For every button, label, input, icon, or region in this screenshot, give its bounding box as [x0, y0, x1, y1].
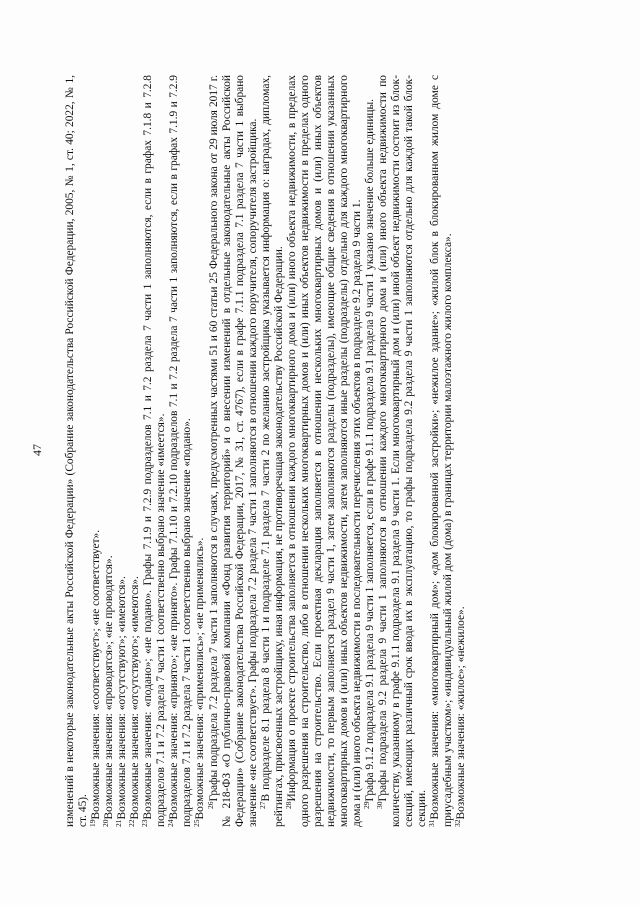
- footnotes-block: [64, 75, 468, 827]
- footnote-marker: 20: [101, 819, 111, 827]
- page-number: 47: [30, 444, 44, 456]
- footnote-marker: 28: [283, 801, 293, 809]
- footnote-text: Графа 9.1.2 подраздела 9.1 раздела 9 части 1 заполняется, если в графе 9.1.1 подраздела 9.1 раздела 9 части 1 указано значение больше единицы.: [364, 98, 377, 802]
- footnote-text: Графы подраздела 9.2 раздела 9 части 1 заполняются в отношении каждого многоквартирного дома и (или) иного объекта недвижимости по количеству, указанному в графе 9.1.1 подраздела 9.1 раздела 9 части 1. Если многоквартирный дом и (или) иной объект недвижимости состоит из блок-секций, имеющих различный срок ввода их в эксплуатацию, то графы подраздела 9.2 раздела 9 части 1 заполняются отдельно для каждой такой блок-секции.: [377, 75, 429, 827]
- footnote-paragraph: [364, 75, 377, 827]
- footnote-marker: 30: [375, 801, 385, 809]
- footnote-paragraph: [455, 75, 468, 827]
- footnote-marker: 27: [257, 801, 267, 809]
- footnote-paragraph: [142, 75, 168, 827]
- footnote-text: Возможные значения: «применялись»; «не применялись».: [194, 537, 207, 820]
- footnote-marker: 32: [453, 819, 463, 827]
- footnote-marker: 23: [140, 819, 150, 827]
- footnote-paragraph: [168, 75, 194, 827]
- footnote-text: Возможные значения: «проводятся»; «не проводятся».: [103, 555, 116, 820]
- footnote-text: Возможные значения: «отсутствуют»; «имеются».: [129, 576, 142, 820]
- footnote-paragraph: [283, 75, 364, 827]
- footnote-marker: 31: [427, 819, 437, 827]
- footnote-text: Возможные значения: «многоквартирный дом»; «дом блокированной застройки»; «нежилое здание»; «жилой блок в блокированном жилом доме с приусадебным участком»; «индивидуальный жилой дом (дома) в границах территории малоэтажного жилого комплекса».: [429, 75, 455, 827]
- footnote-marker: 25: [192, 819, 202, 827]
- footnote-marker: 19: [88, 819, 98, 827]
- footnote-paragraph: [103, 75, 116, 827]
- footnote-paragraph: [205, 75, 260, 827]
- footnote-marker: 29: [362, 801, 372, 809]
- footnote-paragraph: [64, 75, 90, 827]
- footnote-paragraph: [429, 75, 455, 827]
- footnote-marker: 21: [114, 819, 124, 827]
- footnote-text: Возможные значения: «отсутствуют»; «имеются».: [116, 576, 129, 820]
- footnote-text: Возможные значения: «жилое»; «нежилое».: [455, 606, 468, 820]
- footnote-paragraph: [377, 75, 429, 827]
- footnote-text: Графы подраздела 7.2 раздела 7 части 1 заполняются в случаях, предусмотренных частями 51 и 60 статьи 25 Федерального закона от 29 июля 2017 г. № 218-ФЗ «О публично-правовой компании «Фонд развития территорий» и о внесении изменений в отдельные законодательные акты Российской Федерации» (Собрание законодательства Российской Федерации, 2017, № 31, ст. 4767), если в графе 7.1.1 подраздела 7.1 раздела 7 части 1 выбрано значение «не соответствует». Графы подраздела 7.2 раздела 7 части 1 заполняются в отношении каждого поручителя, сопоручителя застройщика.: [207, 75, 259, 827]
- footnote-paragraph: [257, 75, 286, 827]
- footnote-paragraph: [194, 75, 207, 827]
- footnote-text: Возможные значения: «принято»; «не принято». Графы 7.1.10 и 7.2.10 подразделов 7.1 и 7.2 раздела 7 части 1 заполняются, если в графах 7.1.9 и 7.2.9 подразделов 7.1 и 7.2 раздела 7 части 1 соответственно выбрано значение «подано».: [168, 75, 194, 827]
- footnote-text: Возможные значения: «подано»; «не подано». Графы 7.1.9 и 7.2.9 подразделов 7.1 и 7.2 раздела 7 части 1 заполняются, если в графах 7.1.8 и 7.2.8 подразделов 7.1 и 7.2 раздела 7 части 1 соответственно выбрано значение «имеется».: [142, 75, 168, 827]
- footnote-text: В подразделе 8.1 раздела 8 части 1 и подразделе 7.1 раздела 7 части 2 по желанию застройщика указывается информация о: наградах, дипломах, рейтингах, присвоенных застройщику, иная информация, не противоречащая законодательству Российской Федерации.: [259, 75, 285, 827]
- footnote-marker: 22: [127, 819, 137, 827]
- footnote-marker: 26: [205, 801, 215, 809]
- footnote-paragraph: [129, 75, 142, 827]
- footnote-text: Информация о проекте строительства заполняется в отношении каждого многоквартирного дома и (или) иного объекта недвижимости, в пределах одного разрешения на строительство, либо в отношении нескольких многоквартирных домов и (или) иных объектов недвижимости в пределах одного разрешения на строительство. Если проектная декларация заполняется в отношении нескольких многоквартирных домов и (или) иных объектов недвижимости, то первым заполняется раздел 9 части 1, затем заполняются разделы (подразделы), имеющие общие сведения в отношении указанных многоквартирных домов и (или) иных объектов недвижимости, затем заполняются иные разделы (подразделы) отдельно для каждого многоквартирного дома и (или) иного объекта недвижимости в последовательности перечисления этих объектов в подразделе 9.2 раздела 9 части 1.: [285, 75, 364, 827]
- footnote-marker: 24: [166, 819, 176, 827]
- footnote-paragraph: [116, 75, 129, 827]
- footnote-paragraph: [90, 75, 103, 827]
- footnote-text: изменений в некоторые законодательные акты Российской Федерации» (Собрание законодательства Российской Федерации, 2005, № 1, ст. 40; 2022, № 1, ст. 45).: [64, 75, 90, 827]
- footnote-text: Возможные значения: «соответствует»; «не соответствует».: [90, 529, 103, 820]
